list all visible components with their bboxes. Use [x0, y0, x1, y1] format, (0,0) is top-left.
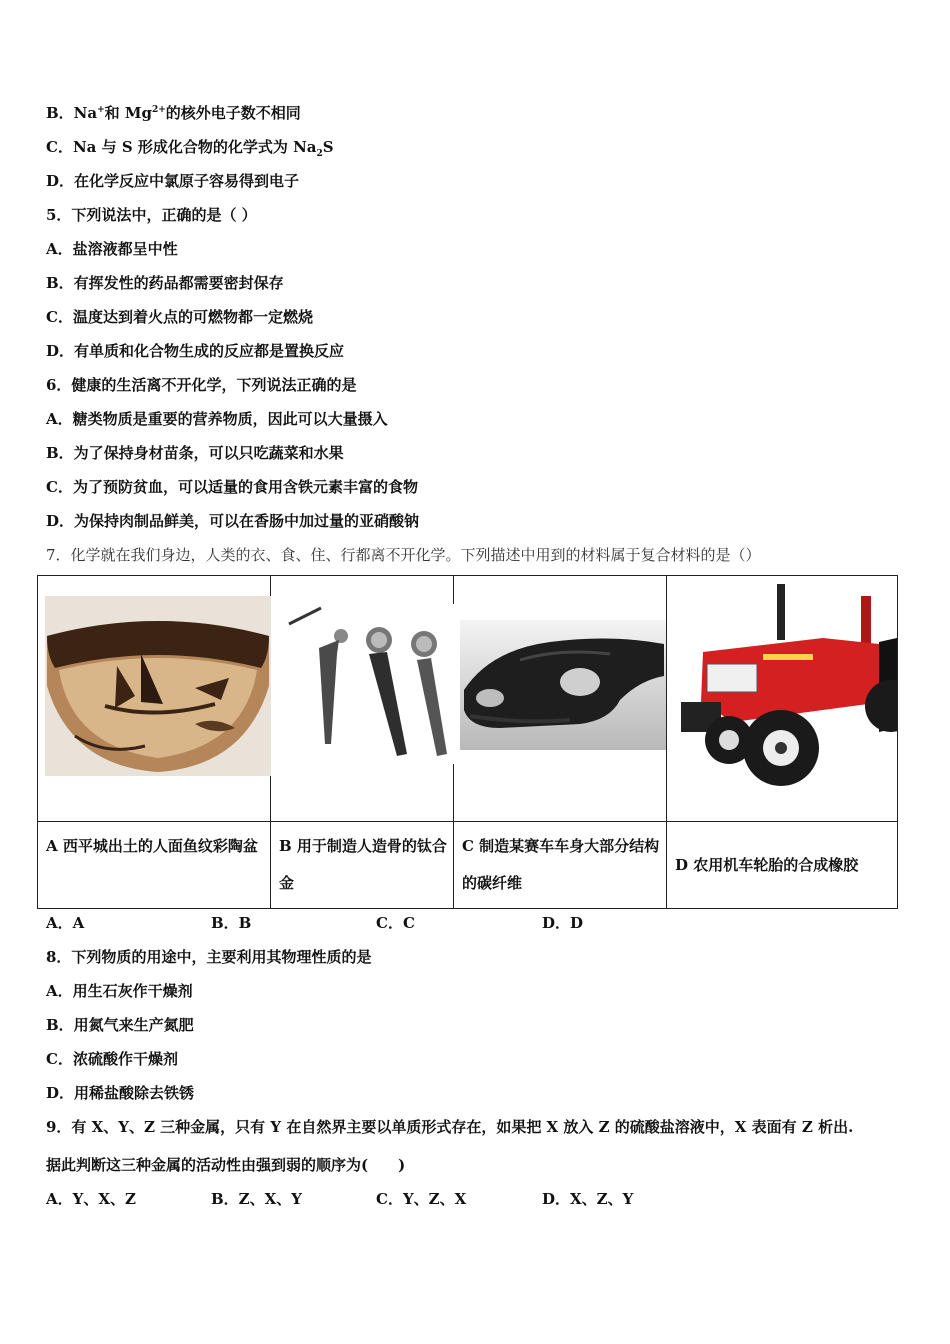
pottery-bowl-image-cell — [38, 576, 271, 822]
q9-option-d[interactable]: D．X、Z、Y — [542, 1190, 634, 1208]
q8-option-c: C．浓硫酸作干燥剂 — [46, 1050, 178, 1068]
pottery-bowl-image — [45, 596, 271, 776]
tractor-image-cell — [667, 576, 898, 822]
q6-option-b: B．为了保持身材苗条，可以只吃蔬菜和水果 — [46, 444, 344, 462]
q6-stem: 6．健康的生活离不开化学，下列说法正确的是 — [46, 376, 357, 394]
caption-a: A 西平城出土的人面鱼纹彩陶盆 — [38, 822, 271, 909]
q7-option-c[interactable]: C．C — [376, 914, 415, 932]
q5-option-b: B．有挥发性的药品都需要密封保存 — [46, 274, 284, 292]
q8-stem: 8．下列物质的用途中，主要利用其物理性质的是 — [46, 948, 372, 966]
q8-option-d: D．用稀盐酸除去铁锈 — [46, 1084, 195, 1102]
q5-option-a: A．盐溶液都呈中性 — [46, 240, 178, 258]
q7-option-b[interactable]: B．B — [211, 914, 252, 932]
q8-option-b: B．用氮气来生产氮肥 — [46, 1016, 194, 1034]
caption-b: B 用于制造人造骨的钛合金 — [271, 822, 454, 909]
q6-option-d: D．为保持肉制品鲜美，可以在香肠中加过量的亚硝酸钠 — [46, 512, 420, 530]
caption-c: C 制造某赛车车身大部分结构的碳纤维 — [454, 822, 667, 909]
q4-option-d: D．在化学反应中氯原子容易得到电子 — [46, 172, 300, 190]
q9-stem-line2: 据此判断这三种金属的活动性由强到弱的顺序为( ) — [46, 1156, 406, 1174]
carbon-fiber-body-image-cell — [454, 576, 667, 822]
titanium-bone-image — [279, 604, 454, 764]
q7-table — [37, 575, 898, 909]
q5-option-d: D．有单质和化合物生成的反应都是置换反应 — [46, 342, 345, 360]
q7-option-a[interactable]: A．A — [46, 914, 85, 932]
q6-option-a: A．糖类物质是重要的营养物质，因此可以大量摄入 — [46, 410, 388, 428]
carbon-fiber-body-image — [460, 620, 666, 750]
q9-option-b[interactable]: B．Z、X、Y — [211, 1190, 302, 1208]
tractor-image — [673, 582, 897, 792]
titanium-bone-image-cell — [271, 576, 454, 822]
q9-option-c[interactable]: C．Y、Z、X — [376, 1190, 467, 1208]
q6-option-c: C．为了预防贫血，可以适量的食用含铁元素丰富的食物 — [46, 478, 418, 496]
q8-option-a: A．用生石灰作干燥剂 — [46, 982, 193, 1000]
q7-option-d[interactable]: D．D — [542, 914, 584, 932]
q9-stem-line1: 9．有 X、Y、Z 三种金属，只有 Y 在自然界主要以单质形式存在，如果把 X 放入 Z 的硫酸盐溶液中，X 表面有 Z 析出. — [46, 1118, 854, 1136]
q9-option-a[interactable]: A．Y、X、Z — [46, 1190, 136, 1208]
q5-option-c: C．温度达到着火点的可燃物都一定燃烧 — [46, 308, 313, 326]
q4-option-c: C．Na 与 S 形成化合物的化学式为 $Na_2S$ — [46, 138, 334, 159]
q7-stem: 7．化学就在我们身边，人类的衣、食、住、行都离不开化学。下列描述中用到的材料属于复合材料的是（） — [46, 546, 761, 564]
q4-option-b: B．Na+和 $Mg^{2+}$的核外电子数不相同 — [46, 104, 301, 122]
q5-stem: 5．下列说法中，正确的是（ ） — [46, 206, 257, 224]
caption-d: D 农用机车轮胎的合成橡胶 — [667, 822, 898, 909]
